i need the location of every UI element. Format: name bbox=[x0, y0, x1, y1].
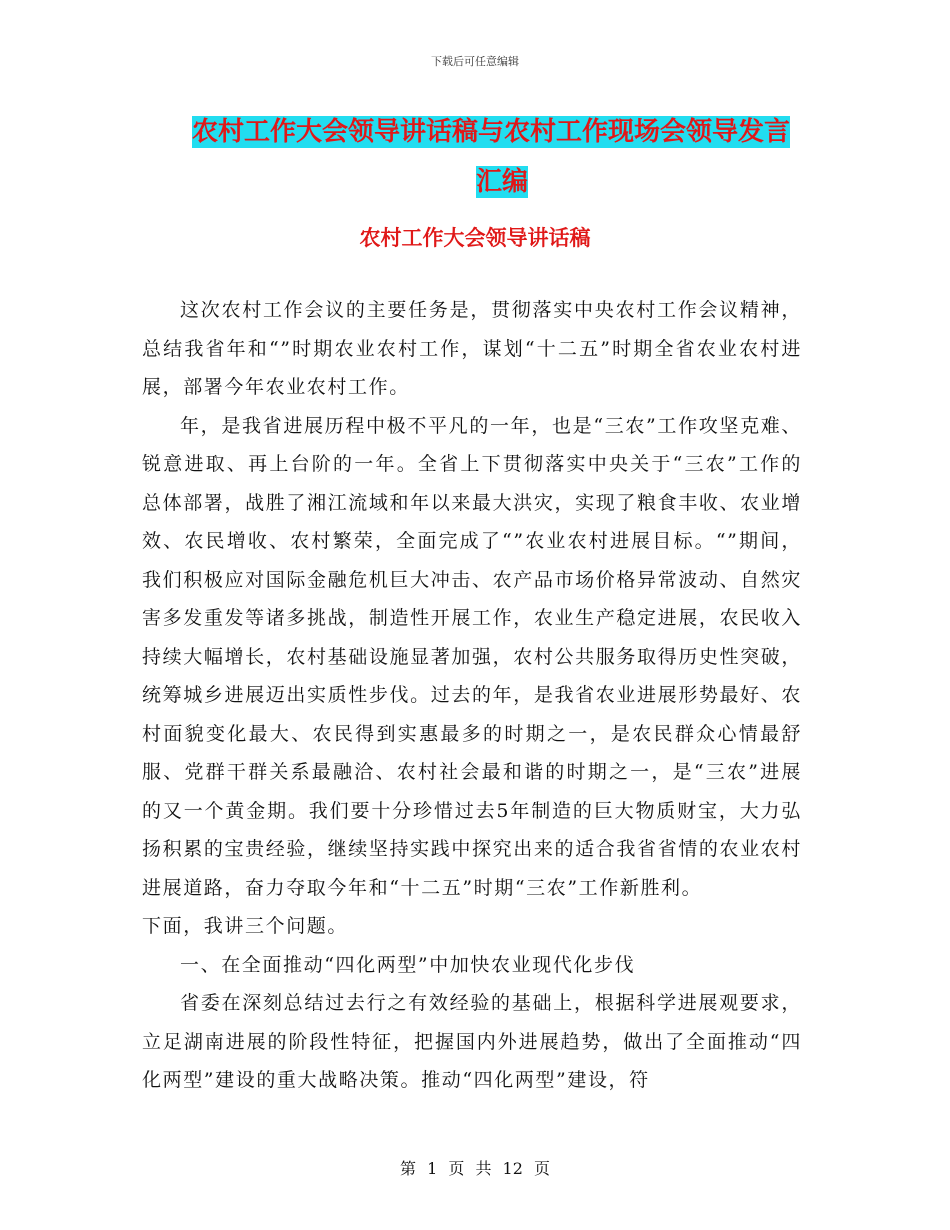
document-body bbox=[142, 291, 802, 1100]
paragraph-outline: 下面，我讲三个问题。 bbox=[142, 915, 349, 937]
paragraph-section-1: 省委在深刻总结过去行之有效经验的基础上，根据科学进展观要求，立足湖南进展的阶段性特征，把握国内外进展趋势，做出了全面推动“四化两型”建设的重大战略决策。推动“四化两型”建设，符 bbox=[142, 992, 802, 1091]
download-edit-note: 下载后可任意编辑 bbox=[431, 55, 519, 68]
section-heading-1: 一、在全面推动“四化两型”中加快农业现代化步伐 bbox=[180, 953, 636, 976]
paragraph-intro: 这次农村工作会议的主要任务是，贯彻落实中央农村工作会议精神，总结我省年和“”时期农业农村工作，谋划“十二五”时期全省农业农村进展，部署今年农业农村工作。 bbox=[142, 299, 802, 398]
page-number: 第 1 页 共 12 页 bbox=[400, 1159, 550, 1178]
paragraph-review: 年，是我省进展历程中极不平凡的一年，也是“三农”工作攻坚克难、锐意进取、再上台阶的一年。全省上下贯彻落实中央关于“三农”工作的总体部署，战胜了湘江流域和年以来最大洪灾，实现了粮食丰收、农业增效、农民增收、农村繁荣，全面完成了“”农业农村进展目标。“”期间，我们积极应对国际金融危机巨大冲击、农产品市场价格异常波动、自然灾害多发重发等诸多挑战，制造性开展工作，农业生产稳定进展，农民收入持续大幅增长，农村基础设施显著加强，农村公共服务取得历史性突破，统筹城乡进展迈出实质性步伐。过去的年，是我省农业进展形势最好、农村面貌变化最大、农民得到实惠最多的时期之一，是农民群众心情最舒服、党群干群关系最融洽、农村社会最和谐的时期之一，是“三农”进展的又一个黄金期。我们要十分珍惜过去5年制造的巨大物质财宝，大力弘扬积累的宝贵经验，继续坚持实践中探究出来的适合我省省情的农业农村进展道路，奋力夺取今年和“十二五”时期“三农”工作新胜利。 bbox=[142, 414, 802, 899]
document-title bbox=[192, 110, 812, 204]
document-title-line-1: 农村工作大会领导讲话稿与农村工作现场会领导发言 bbox=[192, 117, 791, 147]
section-title: 农村工作大会领导讲话稿 bbox=[359, 225, 591, 250]
document-title-line-2: 汇编 bbox=[475, 167, 528, 197]
